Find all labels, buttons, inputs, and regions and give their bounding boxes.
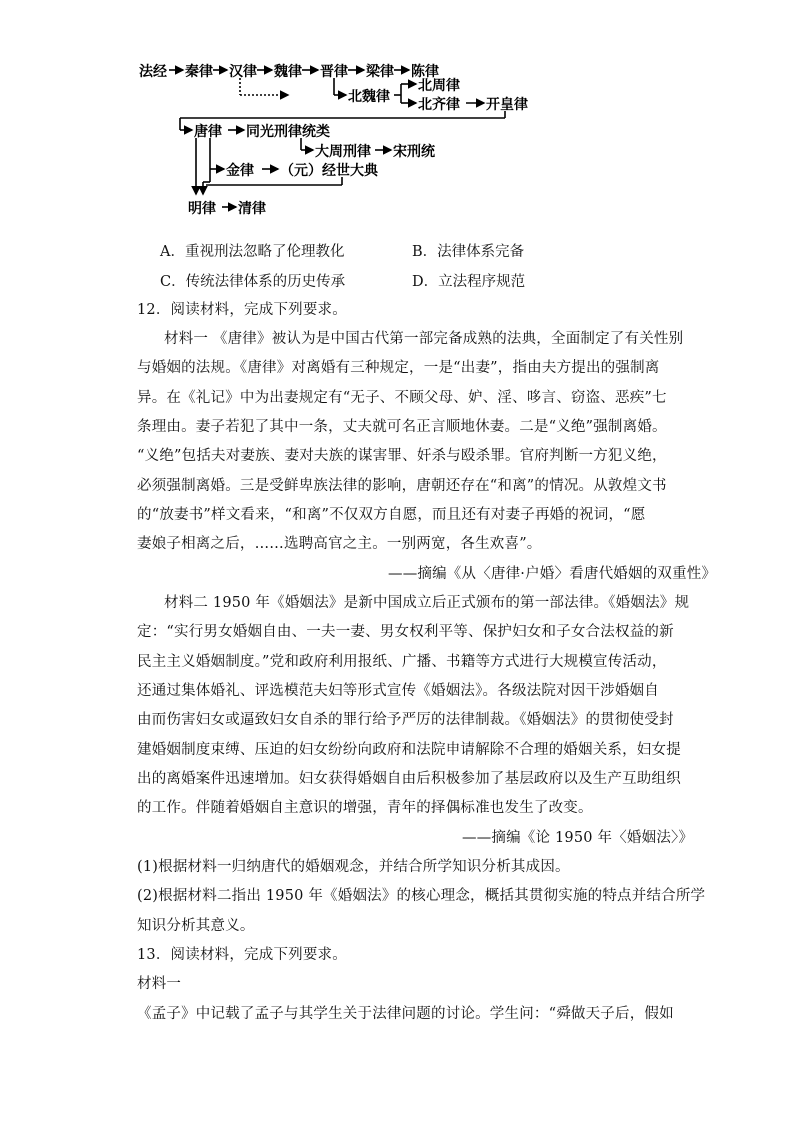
material-line: 材料一 《唐律》被认为是中国古代第一部完备成熟的法典，全面制定了有关性别 bbox=[164, 331, 684, 347]
node-lianglv: 梁律 bbox=[366, 64, 394, 80]
requirement-2: (2)根据材料二指出 1950 年《婚姻法》的核心理念，概括其贯彻实施的特点并结合所学 bbox=[137, 888, 706, 904]
node-songxingtong: 宋刑统 bbox=[393, 144, 435, 160]
node-beiweilv: 北魏律 bbox=[348, 89, 390, 105]
requirement-2-cont: 知识分析其意义。 bbox=[137, 918, 255, 934]
node-beiqilv: 北齐律 bbox=[418, 97, 460, 113]
requirement-1: (1)根据材料一归纳唐代的婚姻观念，并结合所学知识分析其成因。 bbox=[137, 859, 570, 875]
node-jinlv: 晋律 bbox=[320, 64, 348, 80]
option-c: C．传统法律体系的历史传承 bbox=[160, 274, 346, 290]
node-qinglv: 清律 bbox=[238, 201, 266, 217]
node-tanglv: 唐律 bbox=[194, 124, 222, 140]
node-dazhou: 大周刑律 bbox=[315, 144, 371, 160]
material-line: 《孟子》中记载了孟子与其学生关于法律问题的讨论。学生问：“舜做天子后，假如 bbox=[137, 1006, 674, 1022]
question-heading: 12．阅读材料，完成下列要求。 bbox=[137, 302, 347, 318]
material-line: 出的离婚案件迅速增加。妇女获得婚姻自由后积极参加了基层政府以及生产互助组织 bbox=[137, 771, 681, 787]
material-line: “义绝”包括夫对妻族、妻对夫族的谋害罪、奸杀与殴杀罪。官府判断一方犯义绝， bbox=[137, 448, 667, 464]
material-line: 妻娘子相离之后，……选聘高官之主。一别两宽，各生欢喜”。 bbox=[137, 536, 542, 552]
material-line: 由而伤害妇女或逼致妇女自杀的罪行给予严厉的法律制裁。《婚姻法》的贯彻使受封 bbox=[137, 712, 674, 728]
node-jingshidadian: （元）经世大典 bbox=[280, 163, 378, 179]
node-jinlv-jin: 金律 bbox=[226, 163, 254, 179]
material-line: 条理由。妻子若犯了其中一条，丈夫就可名正言顺地休妻。二是“义绝”强制离婚。 bbox=[137, 419, 667, 435]
material-line: 异。在《礼记》中为出妻规定有“无子、不顾父母、妒、淫、哆言、窃盗、恶疾”七 bbox=[137, 390, 667, 406]
material-line: 建婚姻制度束缚、压迫的妇女纷纷向政府和法院申请解除不合理的婚姻关系，妇女提 bbox=[137, 742, 681, 758]
material-source: ——摘编《论 1950 年〈婚姻法〉》 bbox=[462, 830, 694, 846]
option-a: A．重视刑法忽略了伦理教化 bbox=[160, 244, 345, 260]
node-weilv: 魏律 bbox=[274, 64, 302, 80]
material-line: 的工作。伴随着婚姻自主意识的增强，青年的择偶标准也发生了改变。 bbox=[137, 800, 593, 816]
node-fajing: 法经 bbox=[139, 64, 167, 80]
material-line: 的“放妻书”样文看来，“和离”不仅双方自愿，而且还有对妻子再婚的祝词，“愿 bbox=[137, 507, 646, 523]
diagram-arrows bbox=[0, 0, 800, 230]
node-chenlv: 陈律 bbox=[411, 64, 439, 80]
option-d: D．立法程序规范 bbox=[412, 274, 526, 290]
question-heading: 13．阅读材料，完成下列要求。 bbox=[137, 947, 347, 963]
material-line: 定：“实行男女婚姻自由、一夫一妻、男女权利平等、保护妇女和子女合法权益的新 bbox=[137, 624, 674, 640]
node-kaihuanglv: 开皇律 bbox=[486, 97, 528, 113]
material-line: 材料二 1950 年《婚姻法》是新中国成立后正式颁布的第一部法律。《婚姻法》规 bbox=[164, 595, 690, 611]
material-label: 材料一 bbox=[137, 976, 182, 992]
node-qinlv: 秦律 bbox=[185, 64, 213, 80]
option-b: B．法律体系完备 bbox=[412, 244, 525, 260]
node-tongguang: 同光刑律统类 bbox=[246, 124, 330, 140]
material-line: 还通过集体婚礼、评选模范夫妇等形式宣传《婚姻法》。各级法院对因干涉婚姻自 bbox=[137, 683, 659, 699]
material-line: 民主主义婚姻制度。”党和政府利用报纸、广播、书籍等方式进行大规模宣传活动， bbox=[137, 654, 667, 670]
node-hanlv: 汉律 bbox=[229, 64, 257, 80]
node-beizhoulv: 北周律 bbox=[418, 78, 460, 94]
material-line: 必须强制离婚。三是受鲜卑族法律的影响，唐朝还存在“和离”的情况。从敦煌文书 bbox=[137, 478, 667, 494]
material-source: ——摘编《从〈唐律·户婚〉看唐代婚姻的双重性》 bbox=[388, 566, 717, 582]
material-line: 与婚姻的法规。《唐律》对离婚有三种规定，一是“出妻”，指由夫方提出的强制离 bbox=[137, 360, 660, 376]
node-minglv: 明律 bbox=[188, 201, 216, 217]
